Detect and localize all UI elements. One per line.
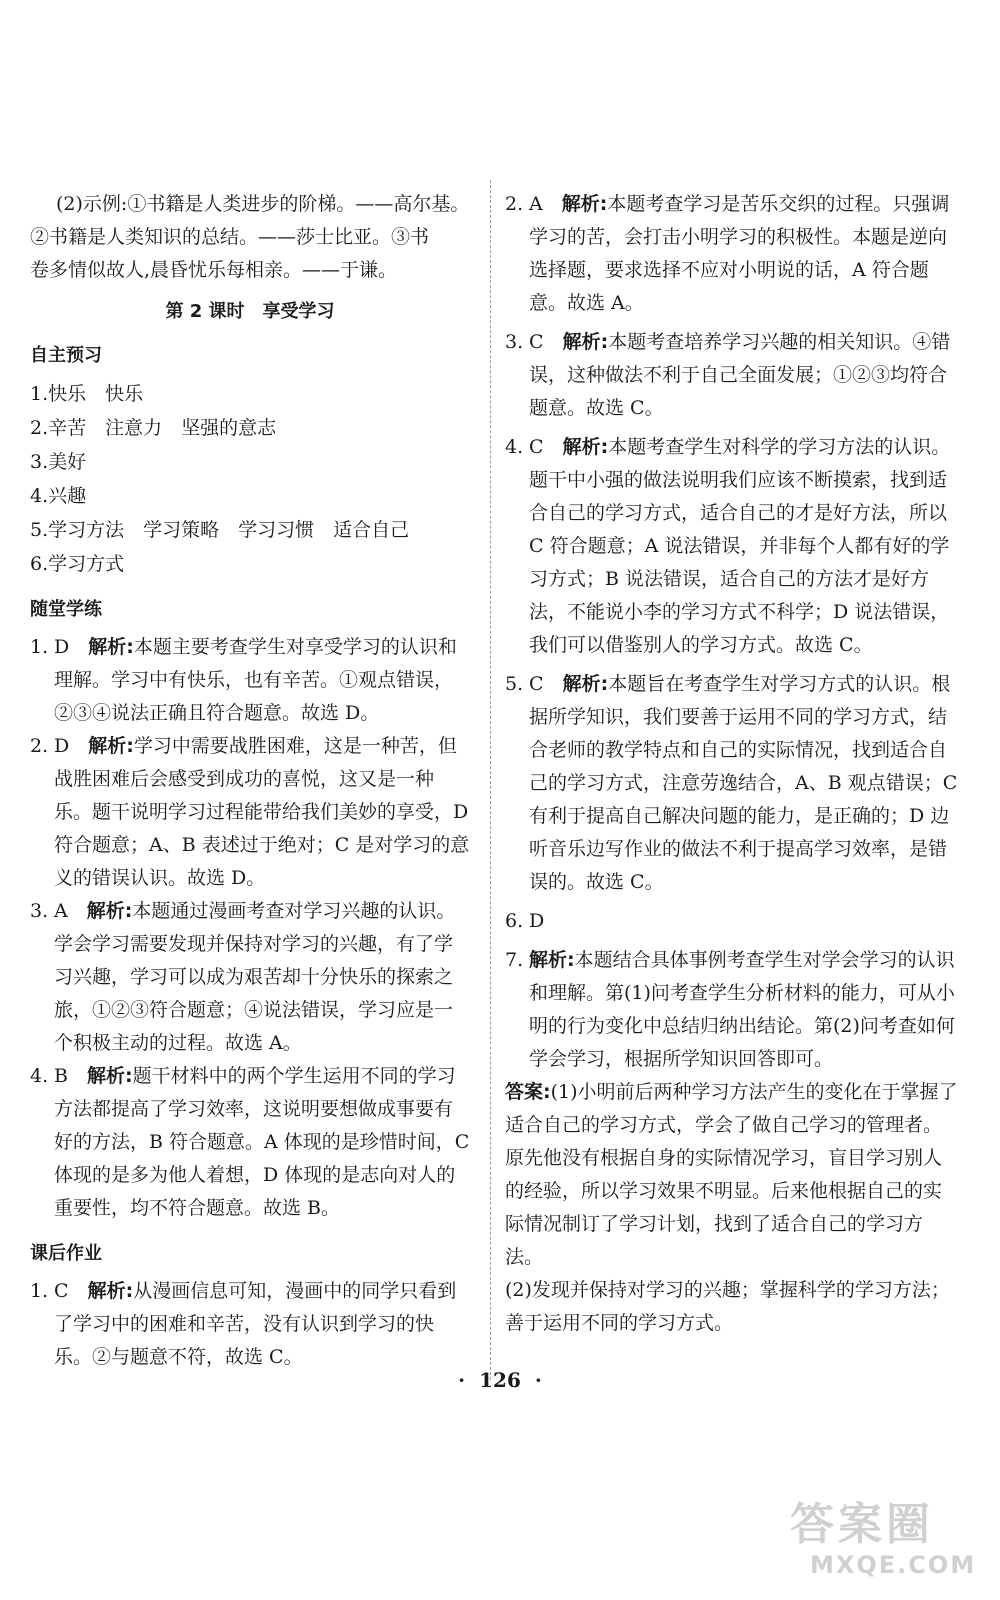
section-heading-homework: 课后作业 [30,1243,102,1264]
answer-item: 1. C 解析:从漫画信息可知，漫画中的同学只看到了学习中的困难和辛苦，没有认识到学习的快乐。②与题意不符，故选 C。 [30,1280,457,1368]
answer-item: 3. C 解析:本题考查培养学习兴趣的相关知识。④错误，这种做法不利于自己全面发展；①②③均符合题意。故选 C。 [505,331,951,419]
list-item: 6.学习方式 [30,553,125,575]
answer-item: 4. B 解析:题干材料中的两个学生运用不同的学习方法都提高了学习效率，这说明要想做成事要有好的方法，B 符合题意。A 体现的是珍惜时间，C 体现的是多为他人着想，D 体现的是志向对人的重要性，均不符合题意。故选 B。 [30,1065,470,1219]
answer-label: 答案 [505,1081,544,1103]
page-number: 126 [479,1368,521,1392]
right-column [505,188,960,1340]
section-heading-preview: 自主预习 [30,345,102,366]
page-footer [0,1368,1000,1392]
answer-item: 2. A 解析:本题考查学习是苦乐交织的过程。只强调学习的苦，会打击小明学习的积极性。本题是逆向选择题，要求选择不应对小明说的话，A 符合题意。故选 A。 [505,193,950,314]
intro-line: 卷多情似故人,晨昏忧乐每相亲。——于谦。 [30,259,398,281]
list-item: 4.兴趣 [30,485,87,507]
lesson-title: 第 2 课时 享受学习 [165,301,335,322]
answer-item: 5. C 解析:本题旨在考查学生对学习方式的认识。根据所学知识，我们要善于运用不同的学习方式，结合老师的教学特点和自己的实际情况，找到适合自己的学习方式，注意劳逸结合，A、B 观点错误；C 有利于提高自己解决问题的能力，是正确的；D 边听音乐边写作业的做法不利于提高学习效率，是错误的。故选 C。 [505,673,958,893]
answer-block [505,1076,960,1340]
section-heading-practice: 随堂学练 [30,599,102,620]
footer-dot: · [458,1368,466,1392]
homework-list [30,1275,470,1374]
answer-part: 答案:(1)小明前后两种学习方法产生的变化在于掌握了适合自己的学习方式，学会了做自己学习的管理者。原先他没有根据自身的实际情况学习，盲目学习别人的经验，所以学习效果不明显。后来他根据自己的实际情况制订了学习计划，找到了适合自己的学习方法。 [505,1081,958,1268]
answer-item: 7. 解析:本题结合具体事例考查学生对学会学习的认识和理解。第(1)问考查学生分析材料的能力，可从小明的行为变化中总结归纳出结论。第(2)问考查如何学会学习，根据所学知识回答即可。 [505,949,955,1070]
watermark-text: 答案圈 [790,1499,934,1550]
intro-line: (2)示例:①书籍是人类进步的阶梯。——高尔基。 [56,193,470,215]
answer-item: 2. D 解析:学习中需要战胜困难，这是一种苦，但战胜困难后会感受到成功的喜悦，这又是一种乐。题干说明学习过程能带给我们美妙的享受，D 符合题意；A、B 表述过于绝对；C 是对学习的意义的错误认识。故选 D。 [30,735,470,889]
intro-block [30,188,470,287]
left-column [30,188,470,1374]
footer-dot: · [534,1368,542,1392]
list-item: 1.快乐 快乐 [30,383,144,405]
practice-list [30,631,470,1225]
list-item: 2.辛苦 注意力 坚强的意志 [30,417,277,439]
answer-item: 3. A 解析:本题通过漫画考查对学习兴趣的认识。学会学习需要发现并保持对学习的兴趣，有了学习兴趣，学习可以成为艰苦却十分快乐的探索之旅，①②③符合题意；④说法错误，学习应是一个积极主动的过程。故选 A。 [30,900,456,1054]
list-item: 5.学习方法 学习策略 学习习惯 适合自己 [30,519,410,541]
watermark-logo [790,1500,990,1592]
answer-part: (2)发现并保持对学习的兴趣；掌握科学的学习方法；善于运用不同的学习方式。 [505,1279,950,1334]
answer-item: 1. D 解析:本题主要考查学生对享受学习的认识和理解。学习中有快乐，也有辛苦。①观点错误，②③④说法正确且符合题意。故选 D。 [30,636,457,724]
answer-item: 6. D [505,910,545,932]
column-divider [490,180,491,1380]
intro-line: ②书籍是人类知识的总结。——莎士比亚。③书 [30,226,430,248]
answer-item: 4. C 解析:本题考查学生对科学的学习方法的认识。题干中小强的做法说明我们应该不断摸索，找到适合自己的学习方式，适合自己的才是好方法，所以 C 符合题意；A 说法错误，并非每个人都有好的学习方式；B 说法错误，适合自己的方法才是好方法，不能说小李的学习方式不科学；D 说法错误，我们可以借鉴别人的学习方式。故选 C。 [505,436,951,656]
preview-list [30,377,470,581]
list-item: 3.美好 [30,451,87,473]
watermark-url: MXQE.COM [810,1551,977,1579]
